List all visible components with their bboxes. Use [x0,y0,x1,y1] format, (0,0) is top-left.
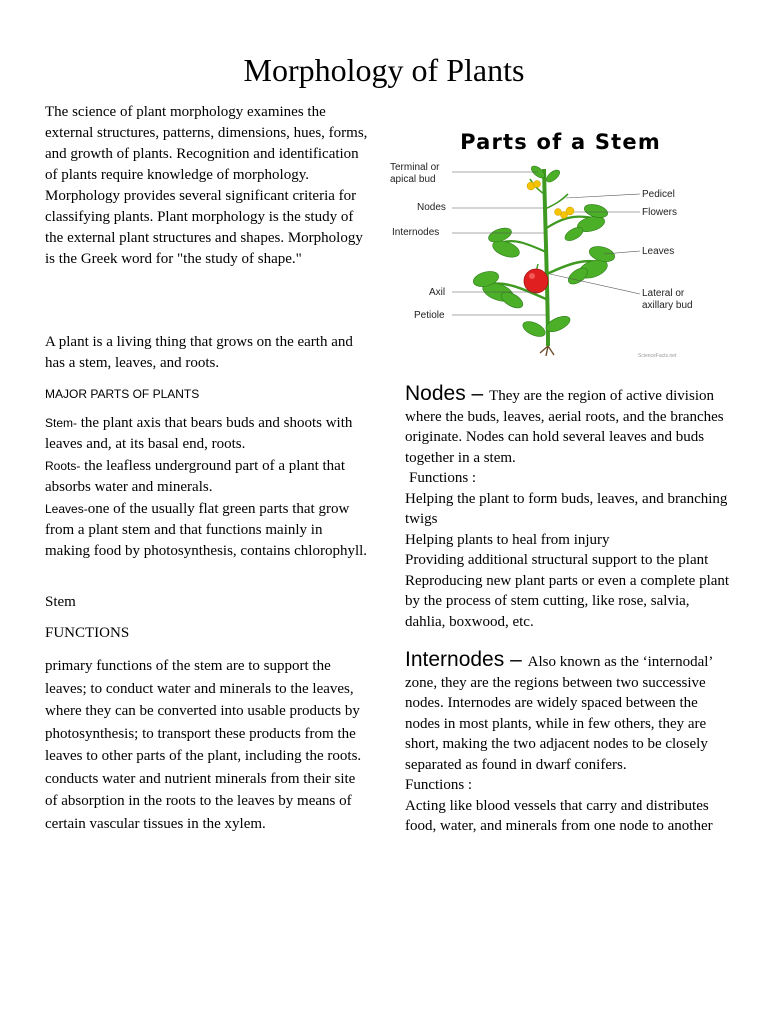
label-terminal-line1: Terminal or [390,162,440,173]
definition-stem [45,413,370,455]
label-axil: Axil [429,287,446,298]
stem-heading: Stem [45,594,76,610]
definition-term: Leaves- [45,502,88,516]
nodes-function-item: Helping the plant to form buds, leaves, and branching twigs [405,490,728,527]
stem-functions-paragraph: primary functions of the stem are to support the leaves; to conduct water and minerals to the leaves, where they can be converted into usable products by photosynthesis; to transport these products from the leaves to other parts of the plant, including the roots. conducts water and nutrient minerals from their site of absorption in the roots to the leaves by means of certain vascular tissues in the xylem. [45,658,362,832]
living-thing-paragraph: A plant is a living thing that grows on the earth and has a stem, leaves, and roots. [45,334,353,371]
internodes-section [405,650,730,775]
definition-roots [45,456,370,498]
definition-leaves [45,499,370,562]
definition-term: Roots- [45,459,81,473]
label-nodes: Nodes [417,202,446,213]
internodes-dash: – [504,648,528,671]
intro-paragraph: The science of plant morphology examines the external structures, patterns, dimensions, hues, forms, and growth of plants. Recognition and identification of plants require knowledge of morphology. Morphology provides several significant criteria for classifying plants. Plant morphology is the study of the external plant structures and shapes. Morphology is the Greek word for "the study of shape." [45,104,368,267]
definition-text: one of the usually flat green parts that grow from a plant stem and that functions mainly in making food by photosynthesis, contains chlorophyll. [45,501,368,559]
figure-title: Parts of a Stem [460,130,661,154]
label-terminal-line2: apical bud [390,174,436,185]
nodes-function-item: Reproducing new plant parts or even a complete plant by the process of stem cutting, like rose, salvia, dahlia, boxwood, etc. [405,572,730,630]
plant-diagram [388,124,733,360]
definition-term: Stem- [45,416,78,430]
nodes-dash: – [465,382,490,405]
nodes-function-item: Providing additional structural support to the plant [405,552,709,568]
label-lateral-line2: axillary bud [642,300,693,311]
label-internodes: Internodes [392,227,440,238]
nodes-function-item: Helping plants to heal from injury [405,531,610,548]
nodes-text: They are the region of active division where the buds, leaves, aerial roots, and the branches originate. Nodes can hold several leaves and buds together in a stem. [405,388,724,466]
definition-text: the plant axis that bears buds and shoots with leaves and, at its basal end, roots. [45,415,353,452]
right-column [405,384,730,837]
internodes-heading: Internodes [405,648,505,671]
nodes-functions-label: Functions : [409,470,477,486]
label-petiole: Petiole [414,310,445,321]
internodes-functions-label: Functions : [405,777,473,793]
functions-heading: FUNCTIONS [45,625,130,641]
page-title: Morphology of Plants [243,52,525,88]
label-leaves: Leaves [642,246,675,257]
nodes-heading: Nodes [405,382,466,405]
nodes-section [405,384,730,468]
parts-of-stem-figure [388,124,733,360]
label-pedicel: Pedicel [642,189,675,200]
internodes-text: Also known as the ‘internodal’ zone, they are the regions between two successive nodes. Internodes are widely spaced between the nodes in most plants, while in few others, they are short, making the two adjacent nodes to be closely separated as found in dwarf conifers. [405,654,713,773]
label-lateral-line1: Lateral or [642,288,685,299]
left-column [45,102,370,835]
definition-text: the leafless underground part of a plant that absorbs water and minerals. [45,458,345,495]
figure-watermark: ScienceFacts.net [638,353,677,359]
internodes-function-item: Acting like blood vessels that carry and distributes food, water, and minerals from one node to another [405,797,713,834]
label-flowers: Flowers [642,207,678,218]
major-parts-heading: MAJOR PARTS OF PLANTS [45,387,200,401]
